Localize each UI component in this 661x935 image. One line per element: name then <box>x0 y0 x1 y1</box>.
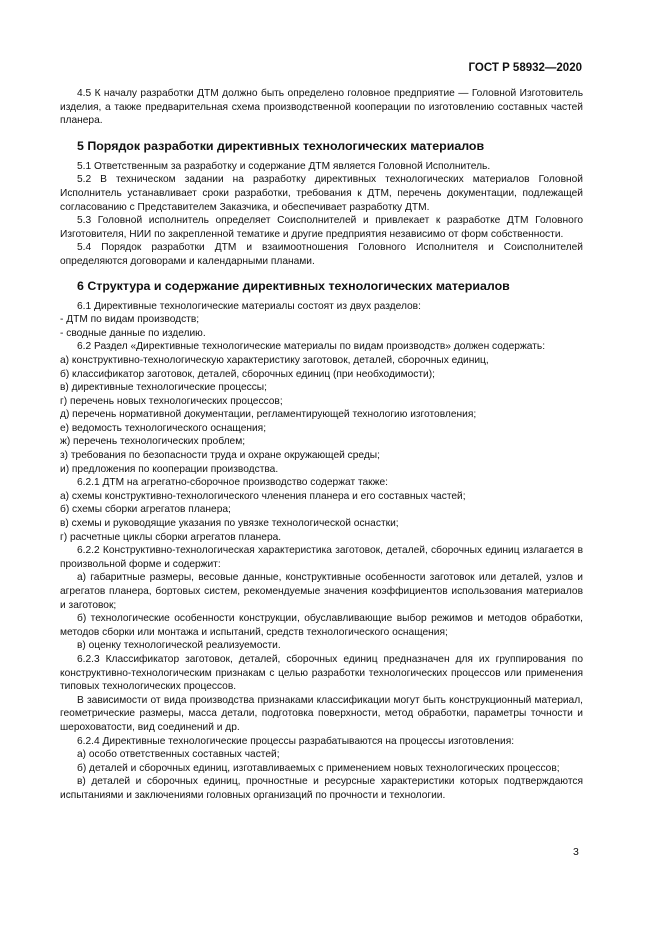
paragraph-6-2-2-a: а) габаритные размеры, весовые данные, конструктивные особенности заготовок или деталей, узлов и агрегатов планера, бортовых систем, рекомендуемые значения коэффициентов использования материалов и заготовок; <box>60 572 583 611</box>
list-item: а) схемы конструктивно-технологического членения планера и его составных частей; <box>60 490 466 502</box>
list-item: - ДТМ по видам производств; <box>60 314 200 326</box>
paragraph-6-2: 6.2 Раздел «Директивные технологические материалы по видам производств» должен содержать: <box>77 341 546 353</box>
list-item: в) схемы и руководящие указания по увязке технологической оснастки; <box>60 518 399 530</box>
list-item: е) ведомость технологического оснащения; <box>60 422 267 434</box>
document-body <box>60 87 583 803</box>
section-5-title: 5 Порядок разработки директивных технологических материалов <box>77 138 485 153</box>
paragraph-6-2-2-b: б) технологические особенности конструкции, обуславливающие выбор режимов и методов обработки, методов сборки или монтажа и испытаний, средств технологического оснащения; <box>60 613 583 638</box>
paragraph-4-5: 4.5 К началу разработки ДТМ должно быть определено головное предприятие — Головной Изготовитель изделия, а также предварительная схема производственной кооперации по изготовлению составных частей планера. <box>60 88 583 127</box>
paragraph-6-2-1: 6.2.1 ДТМ на агрегатно-сборочное производство содержат также: <box>77 477 388 489</box>
list-item: д) перечень нормативной документации, регламентирующей технологию изготовления; <box>60 409 477 421</box>
paragraph-5-4: 5.4 Порядок разработки ДТМ и взаимоотношения Головного Исполнителя и Соисполнителей определяются договорами и календарными планами. <box>60 242 583 267</box>
section-6-title: 6 Структура и содержание директивных технологических материалов <box>77 278 510 293</box>
list-item: ж) перечень технологических проблем; <box>60 436 246 448</box>
list-item: г) перечень новых технологических процессов; <box>60 395 283 407</box>
paragraph-6-2-4-c: в) деталей и сборочных единиц, прочностные и ресурсные характеристики которых подтверждаются испытаниями и заключениями головных организаций по прочности и технологии. <box>60 776 583 801</box>
paragraph-6-2-3-cont: В зависимости от вида производства признаками классификации могут быть конструкционный материал, геометрические размеры, масса детали, подготовка поверхности, метод обработки, параметры точности и шероховатости, вид соединений и др. <box>60 694 583 733</box>
paragraph-6-2-4-a: а) особо ответственных составных частей; <box>77 749 280 761</box>
paragraph-6-2-4-b: б) деталей и сборочных единиц, изготавливаемых с применением новых технологических процессов; <box>77 762 560 774</box>
list-item: з) требования по безопасности труда и охране окружающей среды; <box>60 450 380 462</box>
paragraph-5-1: 5.1 Ответственным за разработку и содержание ДТМ является Головной Исполнитель. <box>77 160 491 172</box>
paragraph-5-2: 5.2 В техническом задании на разработку директивных технологических материалов Головной Исполнитель устанавливает сроки разработки, требования к ДТМ, перечень документации, подлежащей согласованию с Представителем Заказчика, и обеспечивает разработку ДТМ. <box>60 174 583 213</box>
page-number: 3 <box>573 846 579 858</box>
paragraph-6-2-4: 6.2.4 Директивные технологические процессы разрабатываются на процессы изготовления: <box>77 735 515 747</box>
paragraph-6-2-2-c: в) оценку технологической реализуемости. <box>77 640 281 652</box>
list-item: в) директивные технологические процессы; <box>60 382 267 394</box>
list-item: г) расчетные циклы сборки агрегатов планера. <box>60 531 282 543</box>
list-item: б) классификатор заготовок, деталей, сборочных единиц (при необходимости); <box>60 368 435 380</box>
list-item: б) схемы сборки агрегатов планера; <box>60 504 231 516</box>
paragraph-6-1: 6.1 Директивные технологические материалы состоят из двух разделов: <box>77 300 421 312</box>
paragraph-6-2-2: 6.2.2 Конструктивно-технологическая характеристика заготовок, деталей, сборочных единиц излагается в произвольной форме и содержит: <box>60 545 583 570</box>
list-item: и) предложения по кооперации производства. <box>60 463 279 475</box>
standard-number: ГОСТ Р 58932—2020 <box>468 62 582 74</box>
paragraph-6-2-3: 6.2.3 Классификатор заготовок, деталей, сборочных единиц предназначен для их группирования по конструктивно-технологическим признакам с целью разработки технологических процессов или применения типовых технологических процессов. <box>60 653 583 693</box>
list-item: а) конструктивно-технологическую характеристику заготовок, деталей, сборочных единиц, <box>60 354 489 366</box>
list-item: - сводные данные по изделию. <box>60 327 206 339</box>
paragraph-5-3: 5.3 Головной исполнитель определяет Соисполнителей и привлекает к разработке ДТМ Головного Изготовителя, НИИ по закрепленной тематике и другие предприятия независимо от форм собственности. <box>60 215 583 240</box>
